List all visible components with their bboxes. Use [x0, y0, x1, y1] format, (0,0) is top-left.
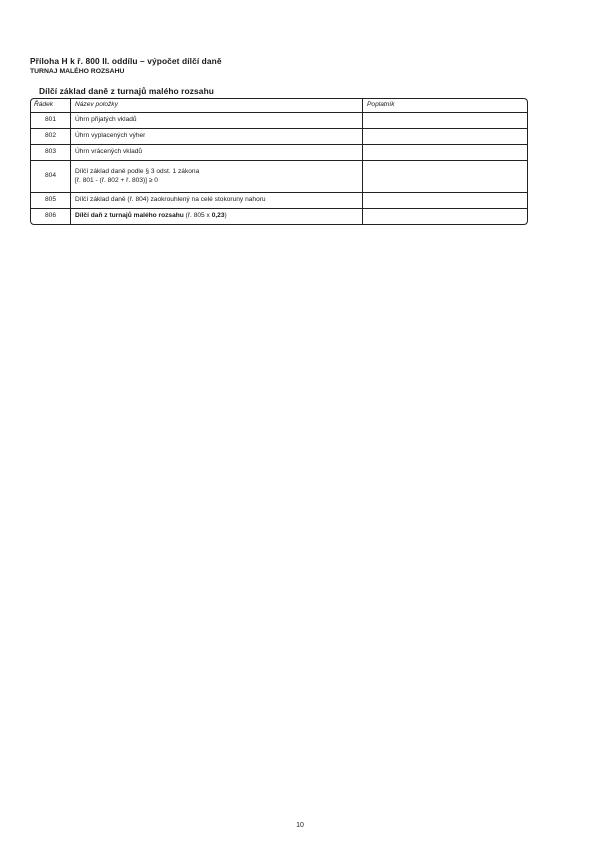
header-taxpayer: Poplatník [367, 101, 395, 109]
row-item-name: Úhrn přijatých vkladů [71, 113, 363, 128]
row-item-name-formula: [ř. 801 - (ř. 802 + ř. 803)] ≥ 0 [75, 176, 158, 184]
header-item-name: Název položky [71, 99, 363, 112]
page-subtitle: TURNAJ MALÉHO ROZSAHU [30, 68, 125, 75]
row-item-name-bold: Dílčí daň z turnajů malého rozsahu [75, 212, 184, 220]
table-row [31, 160, 527, 192]
taxpayer-value-field[interactable] [363, 193, 527, 208]
table-row [31, 192, 527, 208]
tax-rate: 0,23 [211, 212, 225, 220]
taxpayer-value-field[interactable] [363, 129, 527, 144]
section-heading: Dílčí základ daně z turnajů malého rozsahu [39, 86, 214, 96]
table-row [31, 144, 527, 160]
row-number: 806 [31, 209, 71, 224]
row-item-name-line1: Dílčí základ daně podle § 3 odst. 1 zákona [75, 168, 200, 176]
page-number: 10 [296, 822, 304, 829]
row-number: 801 [31, 113, 71, 128]
row-item-name [71, 209, 363, 224]
table-row [31, 128, 527, 144]
taxpayer-value-field[interactable] [363, 161, 527, 192]
table-row [31, 208, 527, 224]
row-item-name: Úhrn vyplacených výher [71, 129, 363, 144]
taxpayer-value-field[interactable] [363, 113, 527, 128]
row-number: 805 [31, 193, 71, 208]
row-item-name-formula: (ř. 805 x [183, 212, 212, 220]
page-title: Příloha H k ř. 800 II. oddílu – výpočet dílčí daně [30, 56, 222, 66]
row-number: 804 [31, 161, 71, 192]
table-row [31, 112, 527, 128]
row-number: 802 [31, 129, 71, 144]
row-item-name: Dílčí základ daně (ř. 804) zaokrouhlený na celé stokoruny nahoru [71, 193, 363, 208]
taxpayer-value-field[interactable] [363, 145, 527, 160]
taxpayer-value-field[interactable] [363, 209, 527, 224]
row-item-name [71, 161, 363, 192]
row-item-name: Úhrn vrácených vkladů [71, 145, 363, 160]
tax-form-table [30, 98, 528, 225]
table-header-row [31, 99, 527, 112]
header-row-number: Řádek [31, 99, 71, 112]
row-number: 803 [31, 145, 71, 160]
row-item-name-close: ) [224, 212, 227, 220]
